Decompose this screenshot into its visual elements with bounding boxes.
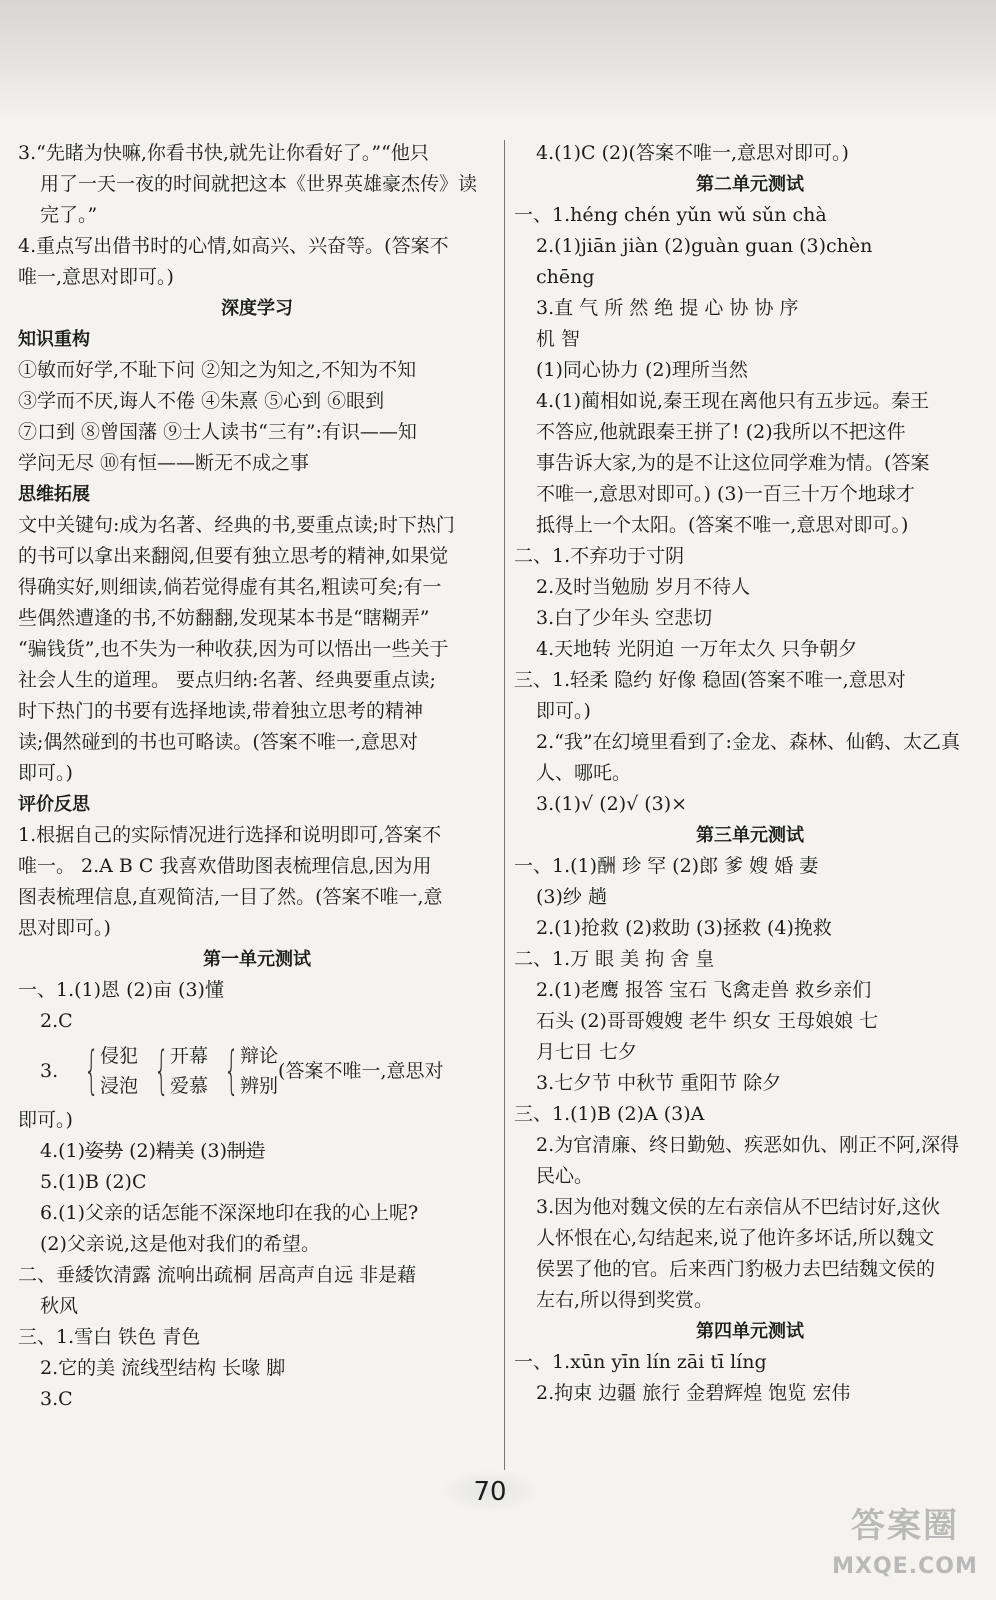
text-line: 二、1.不弃功于寸阴	[514, 545, 685, 567]
text-line: 机 智	[536, 328, 581, 350]
text-line: 3.七夕节 中秋节 重阳节 除夕	[536, 1072, 782, 1094]
text-line: 民心。	[536, 1165, 594, 1187]
text-line: 侯罢了他的官。后来西门豹极力去巴结魏文侯的	[536, 1258, 936, 1280]
text-line: 文中关键句:成为名著、经典的书,要重点读;时下热门	[18, 514, 455, 536]
section-heading: 第一单元测试	[203, 949, 311, 970]
subsection-heading: 知识重构	[18, 329, 90, 350]
text-line: 时下热门的书要有选择地读,带着独立思考的精神	[18, 700, 424, 722]
scan-top-shadow	[0, 0, 996, 120]
text-line: 秋风	[40, 1295, 79, 1317]
text-line: (3)纱 趟	[536, 886, 607, 908]
word: 开幕	[170, 1045, 209, 1067]
watermark-text: 答案圈	[851, 1506, 959, 1546]
brace-icon: {	[84, 1041, 99, 1101]
text-line: 学问无尽 ⑩有恒——断无不成之事	[18, 452, 310, 474]
text-line: 一、1.(1)恩 (2)亩 (3)懂	[18, 979, 224, 1001]
text-line: 3.白了少年头 空悲切	[536, 607, 713, 629]
text-line: 三、1.雪白 铁色 青色	[18, 1326, 201, 1348]
text-line: 唯一,意思对即可。)	[18, 266, 174, 288]
label: (2)	[123, 1140, 157, 1162]
text-line: 一、1.héng chén yǔn wǔ sǔn chà	[514, 204, 827, 226]
text-line: 2.C	[40, 1010, 73, 1032]
text-line: (1)同心协力 (2)理所当然	[536, 359, 748, 381]
page-number	[440, 1470, 540, 1514]
text-line: 不唯一,意思对即可。) (3)一百三十万个地球才	[536, 483, 915, 505]
text-line: (2)父亲说,这是他对我们的希望。	[40, 1233, 320, 1255]
text-line: 2.“我”在幻境里看到了:金龙、森林、仙鹤、太乙真	[536, 731, 960, 753]
text-line: 2.(1)jiān jiàn (2)guàn guan (3)chèn	[536, 235, 873, 257]
text-line: “骗钱货”,也不失为一种收获,因为可以悟出一些关于	[18, 638, 449, 660]
text-line: 3.直 气 所 然 绝 提 心 协 协 序	[536, 297, 799, 319]
section-heading: 第四单元测试	[696, 1321, 804, 1342]
text-line: 二、1.万 眼 美 拘 舍 皇	[514, 948, 715, 970]
text-line: 4.重点写出借书时的心情,如高兴、兴奋等。(答案不	[18, 235, 449, 257]
text-line: 二、垂緌饮清露 流响出疏桐 居高声自远 非是藉	[18, 1264, 417, 1286]
text-line: 抵得上一个太阳。(答案不唯一,意思对即可。)	[536, 514, 909, 536]
brace-answer-group	[18, 1039, 496, 1103]
text-line: 人怀恨在心,勾结起来,说了他许多坏话,所以魏文	[536, 1227, 935, 1249]
text-line: 石头 (2)哥哥嫂嫂 老牛 织女 王母娘娘 七	[536, 1010, 879, 1032]
text-line: 完了。”	[40, 204, 98, 226]
text-line: 2.拘束 边疆 旅行 金碧辉煌 饱览 宏伟	[536, 1382, 851, 1404]
watermark-logo	[820, 1500, 990, 1594]
word-pair	[170, 1041, 208, 1101]
text-line: 2.(1)抢救 (2)救助 (3)拯救 (4)挽救	[536, 917, 832, 939]
text-line: ③学而不厌,诲人不倦 ④朱熹 ⑤心到 ⑥眼到	[18, 390, 385, 412]
brace-icon: {	[224, 1041, 239, 1101]
text-line: ⑦口到 ⑧曾国藩 ⑨士人读书“三有”:有识——知	[18, 421, 417, 443]
section-heading: 第二单元测试	[696, 174, 804, 195]
word: 爱慕	[170, 1075, 209, 1097]
text-line: 不答应,他就跟秦王拼了! (2)我所以不把这件	[536, 421, 906, 443]
struck-word: 制造	[226, 1140, 265, 1162]
text-line: 读;偶然碰到的书也可略读。(答案不唯一,意思对	[18, 731, 418, 753]
text-line: 即可。)	[18, 762, 73, 784]
text-line: 月七日 七夕	[536, 1041, 638, 1063]
answer-note: (答案不唯一,意思对	[278, 1059, 444, 1082]
text-line: 4.天地转 光阴迫 一万年太久 只争朝夕	[536, 638, 858, 660]
text-line: 社会人生的道理。 要点归纳:名著、经典要重点读;	[18, 669, 436, 691]
text-line: 三、1.(1)B (2)A (3)A	[514, 1103, 705, 1125]
text-line: 5.(1)B (2)C	[40, 1171, 147, 1193]
text-line: 得确实好,则细读,倘若觉得虚有其名,粗读可矣;有一	[18, 576, 442, 598]
word-pair	[100, 1041, 138, 1101]
text-line: 2.(1)老鹰 报答 宝石 飞禽走兽 救乡亲们	[536, 979, 872, 1001]
text-line: 事告诉大家,为的是不让这位同学难为情。(答案	[536, 452, 930, 474]
struck-word: 精美	[156, 1140, 195, 1162]
text-line: 4.(1)蔺相如说,秦王现在离他只有五步远。秦王	[536, 390, 930, 412]
text-line: 图表梳理信息,直观简洁,一目了然。(答案不唯一,意	[18, 886, 443, 908]
text-line: 3.(1)√ (2)√ (3)×	[536, 793, 688, 815]
text-line: 2.它的美 流线型结构 长喙 脚	[40, 1357, 286, 1379]
subsection-heading: 评价反思	[18, 794, 90, 815]
text-line: 唯一。 2.A B C 我喜欢借助图表梳理信息,因为用	[18, 855, 432, 877]
text-line: 即可。)	[18, 1109, 73, 1131]
label: (3)	[194, 1140, 227, 1162]
word: 辩论	[240, 1045, 279, 1067]
text-line: 2.为官清廉、终日勤勉、疾恶如仇、刚正不阿,深得	[536, 1134, 960, 1156]
section-heading: 第三单元测试	[696, 825, 804, 846]
column-divider	[504, 140, 505, 1470]
text-line: 6.(1)父亲的话怎能不深深地印在我的心上呢?	[40, 1202, 419, 1224]
question-number: 3.	[40, 1059, 59, 1082]
text-line: 的书可以拿出来翻阅,但要有独立思考的精神,如果觉	[18, 545, 449, 567]
text-line: chēng	[536, 266, 595, 288]
text-line: 3.“先睹为快嘛,你看书快,就先让你看好了。”“他只	[18, 142, 429, 164]
label: 4.(1)	[40, 1140, 86, 1162]
brace-icon: {	[154, 1041, 169, 1101]
page-number-text: 70	[473, 1477, 507, 1507]
text-line: 一、1.xūn yīn lín zāi tī líng	[514, 1351, 767, 1373]
text-line: 4.(1)C (2)(答案不唯一,意思对即可。)	[536, 142, 849, 164]
word: 浸泡	[100, 1075, 139, 1097]
section-heading: 深度学习	[221, 298, 293, 319]
text-line: 1.根据自己的实际情况进行选择和说明即可,答案不	[18, 824, 442, 846]
text-line: ①敏而好学,不耻下问 ②知之为知之,不知为不知	[18, 359, 417, 381]
left-column	[18, 138, 496, 1415]
text-line: 些偶然遭逢的书,不妨翻翻,发现某本书是“瞎糊弄”	[18, 607, 430, 629]
text-line: 即可。)	[536, 700, 591, 722]
struck-word: 姿势	[85, 1140, 124, 1162]
word: 侵犯	[100, 1045, 139, 1067]
text-line: 2.及时当勉励 岁月不待人	[536, 576, 751, 598]
text-line: 用了一天一夜的时间就把这本《世界英雄豪杰传》读	[40, 173, 478, 195]
text-line: 三、1.轻柔 隐约 好像 稳固(答案不唯一,意思对	[514, 669, 906, 691]
text-line: 人、哪吒。	[536, 762, 632, 784]
text-line: 左右,所以得到奖赏。	[536, 1289, 714, 1311]
text-line: 3.C	[40, 1388, 73, 1410]
text-line: 3.因为他对魏文侯的左右亲信从不巴结讨好,这伙	[536, 1196, 941, 1218]
word: 辨别	[240, 1075, 279, 1097]
subsection-heading: 思维拓展	[18, 484, 90, 505]
word-pair	[240, 1041, 278, 1101]
watermark-url: MXQE.COM	[832, 1554, 978, 1579]
text-line: 一、1.(1)酬 珍 罕 (2)郎 爹 嫂 婚 妻	[514, 855, 819, 877]
right-column	[514, 138, 986, 1409]
text-line	[18, 1136, 496, 1167]
text-line: 思对即可。)	[18, 917, 111, 939]
